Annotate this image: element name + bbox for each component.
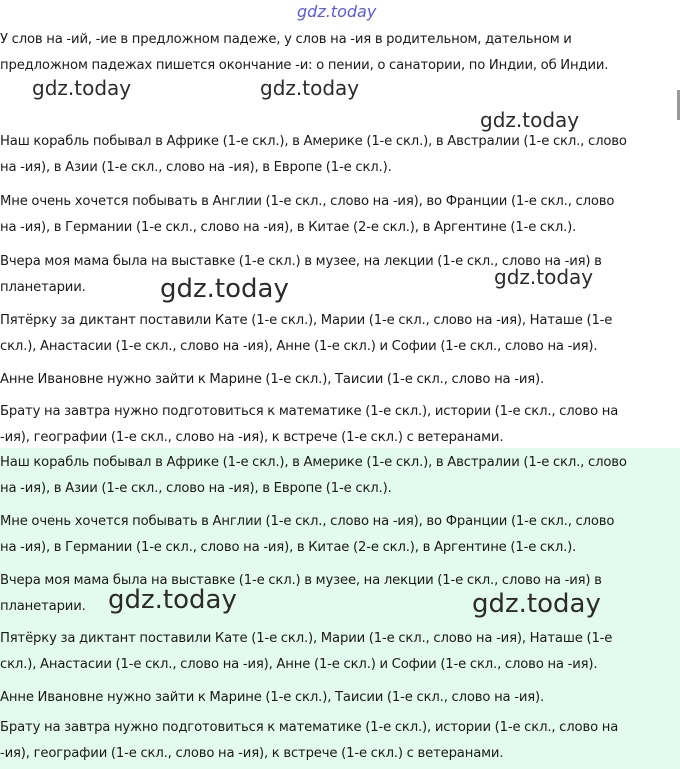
text-line: Мне очень хочется побывать в Англии (1-е скл., слово на -ия), во Франции (1-е скл., слово (0, 194, 615, 209)
text-line: Вчера моя мама была на выставке (1-е скл.) в музее, на лекции (1-е скл., слово на -ия) в (0, 573, 602, 588)
watermark: gdz.today (32, 76, 132, 100)
watermark: gdz.today (480, 108, 580, 132)
text-line: скл.), Анастасии (1-е скл., слово на -ия), Анне (1-е скл.) и Софии (1-е скл., слово на -ия). (0, 657, 598, 672)
watermark: gdz.today (160, 274, 289, 304)
text-line: -ия), географии (1-е скл., слово на -ия), к встрече (1-е скл.) с ветеранами. (0, 746, 504, 761)
paragraph-5 (0, 367, 676, 393)
text-line: -ия), географии (1-е скл., слово на -ия), к встрече (1-е скл.) с ветеранами. (0, 430, 504, 445)
answer-paragraph-5 (0, 685, 676, 711)
paragraph-4 (0, 308, 676, 360)
watermark: gdz.today (260, 76, 360, 100)
text-line: Брату на завтра нужно подготовиться к математике (1-е скл.), истории (1-е скл., слово на (0, 404, 619, 419)
answer-paragraph-2 (0, 509, 676, 561)
answer-paragraph-4 (0, 626, 676, 678)
text-line: Наш корабль побывал в Африке (1-е скл.), в Америке (1-е скл.), в Австралии (1-е скл., слово (0, 455, 627, 470)
rule-line: У слов на -ий, -ие в предложном падеже, у слов на -ия в родительном, дательном и (0, 32, 572, 47)
text-line: Вчера моя мама была на выставке (1-е скл.) в музее, на лекции (1-е скл., слово на -ия) в (0, 254, 602, 269)
text-line: на -ия), в Азии (1-е скл., слово на -ия), в Европе (1-е скл.). (0, 160, 392, 175)
text-line: Мне очень хочется побывать в Англии (1-е скл., слово на -ия), во Франции (1-е скл., слово (0, 514, 615, 529)
text-line: Анне Ивановне нужно зайти к Марине (1-е скл.), Таисии (1-е скл., слово на -ия). (0, 372, 545, 387)
text-line: планетарии. (0, 280, 86, 295)
paragraph-1 (0, 129, 676, 181)
text-line: на -ия), в Германии (1-е скл., слово на -ия), в Китае (2-е скл.), в Аргентине (1-е скл.). (0, 540, 577, 555)
text-line: Анне Ивановне нужно зайти к Марине (1-е скл.), Таисии (1-е скл., слово на -ия). (0, 690, 545, 705)
text-line: Пятёрку за диктант поставили Кате (1-е скл.), Марии (1-е скл., слово на -ия), Наташе (1-е (0, 631, 613, 646)
text-line: на -ия), в Азии (1-е скл., слово на -ия), в Европе (1-е скл.). (0, 481, 392, 496)
watermark: gdz.today (472, 589, 601, 619)
answer-paragraph-1 (0, 450, 676, 502)
watermark-top: gdz.today (297, 2, 377, 21)
text-line: Брату на завтра нужно подготовиться к математике (1-е скл.), истории (1-е скл., слово на (0, 720, 619, 735)
text-line: скл.), Анастасии (1-е скл., слово на -ия), Анне (1-е скл.) и Софии (1-е скл., слово на -ия). (0, 339, 598, 354)
answer-paragraph-6 (0, 715, 676, 767)
paragraph-6 (0, 399, 676, 451)
paragraph-2 (0, 189, 676, 241)
watermark: gdz.today (494, 265, 594, 289)
text-line: планетарии. (0, 599, 86, 614)
text-line: Пятёрку за диктант поставили Кате (1-е скл.), Марии (1-е скл., слово на -ия), Наташе (1-е (0, 313, 613, 328)
text-line: Наш корабль побывал в Африке (1-е скл.), в Америке (1-е скл.), в Австралии (1-е скл., слово (0, 134, 627, 149)
rule-paragraph (0, 27, 676, 79)
rule-line: предложном падежах пишется окончание -и: о пении, о санатории, по Индии, об Индии. (0, 58, 609, 73)
watermark: gdz.today (108, 585, 237, 615)
text-line: на -ия), в Германии (1-е скл., слово на -ия), в Китае (2-е скл.), в Аргентине (1-е скл.). (0, 220, 577, 235)
